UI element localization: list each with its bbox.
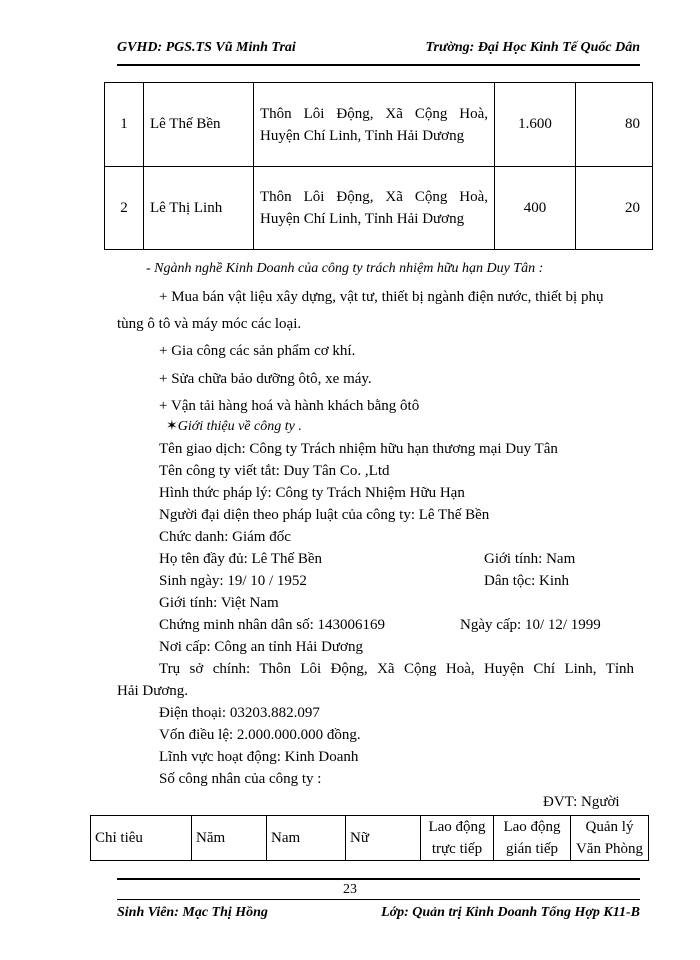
member-name: Lê Thế Bền	[144, 83, 254, 167]
member-address: Thôn Lôi Động, Xã Cộng Hoà, Huyện Chí Linh, Tỉnh Hải Dương	[254, 167, 495, 250]
capital-contribution: 400	[495, 167, 576, 250]
intro-heading-text: Giới thiệu về công ty .	[177, 419, 302, 434]
table-row	[105, 167, 653, 250]
date-of-birth: Sinh ngày: 19/ 10 / 1952	[159, 573, 307, 589]
member-address: Thôn Lôi Động, Xã Cộng Hoà, Huyện Chí Linh, Tỉnh Hải Dương	[254, 83, 495, 167]
header-school: Trường: Đại Học Kinh Tế Quốc Dân	[425, 40, 640, 55]
page-number: 23	[343, 882, 357, 897]
header-line: trực tiếp	[431, 841, 483, 857]
header-supervisor: GVHD: PGS.TS Vũ Minh Trai	[117, 40, 296, 55]
nationality: Giới tính: Việt Nam	[159, 595, 279, 611]
ownership-table	[104, 82, 653, 250]
member-name: Lê Thị Linh	[144, 167, 254, 250]
col-header-male: Nam	[267, 816, 346, 861]
short-name: Tên công ty viết tắt: Duy Tân Co. ,Ltd	[159, 463, 390, 479]
business-item-4: + Vận tải hàng hoá và hành khách bằng ôtô	[159, 398, 420, 414]
ownership-percent: 20	[576, 167, 653, 250]
col-header-office-staff	[571, 816, 649, 861]
header-line: Quản lý	[585, 819, 634, 835]
col-header-direct-labor	[421, 816, 494, 861]
staff-table	[90, 815, 649, 861]
id-number: Chứng minh nhân dân số: 143006169	[159, 617, 386, 633]
header-line: Lao động	[428, 819, 486, 835]
col-header-indicator: Chỉ tiêu	[91, 816, 192, 861]
full-name: Họ tên đầy đủ: Lê Thế Bền	[159, 551, 323, 567]
header-line: Văn Phòng	[575, 841, 644, 857]
ethnicity: Dân tộc: Kinh	[484, 573, 569, 589]
star-icon: ✶	[166, 419, 178, 434]
header-rule	[117, 64, 640, 66]
table-row	[105, 83, 653, 167]
legal-form: Hình thức pháp lý: Công ty Trách Nhiệm Hữu Hạn	[159, 485, 465, 501]
business-item-1-cont: tùng ô tô và máy móc các loại.	[117, 316, 302, 332]
gender: Giới tính: Nam	[484, 551, 576, 567]
trade-name: Tên giao dịch: Công ty Trách nhiệm hữu hạn thương mại Duy Tân	[159, 441, 558, 457]
charter-capital: Vốn điều lệ: 2.000.000.000 đồng.	[159, 727, 361, 743]
ownership-percent: 80	[576, 83, 653, 167]
business-field: Lĩnh vực hoạt động: Kinh Doanh	[159, 749, 359, 765]
business-item-2: + Gia công các sản phẩm cơ khí.	[159, 343, 356, 359]
col-header-year: Năm	[192, 816, 267, 861]
business-item-3: + Sửa chữa bảo dưỡng ôtô, xe máy.	[159, 371, 372, 387]
footer-student: Sinh Viên: Mạc Thị Hồng	[117, 905, 268, 920]
headquarters: Trụ sở chính: Thôn Lôi Động, Xã Cộng Hoà, Huyện Chí Linh, Tỉnh	[159, 661, 634, 677]
footer-rule-thin	[117, 899, 640, 900]
business-item-1: + Mua bán vật liệu xây dựng, vật tư, thiết bị ngành điện nước, thiết bị phụ	[159, 289, 604, 305]
position-title: Chức danh: Giám đốc	[159, 529, 291, 545]
row-number: 1	[105, 83, 144, 167]
business-heading: - Ngành nghề Kinh Doanh của công ty trách nhiệm hữu hạn Duy Tân :	[146, 261, 544, 276]
headquarters-cont: Hải Dương.	[117, 683, 189, 699]
capital-contribution: 1.600	[495, 83, 576, 167]
phone: Điện thoại: 03203.882.097	[159, 705, 320, 721]
legal-representative: Người đại diện theo pháp luật của công ty: Lê Thế Bền	[159, 507, 490, 523]
id-issue-place: Nơi cấp: Công an tỉnh Hải Dương	[159, 639, 363, 655]
id-issue-date: Ngày cấp: 10/ 12/ 1999	[460, 617, 601, 633]
table-header-row	[91, 816, 649, 861]
row-number: 2	[105, 167, 144, 250]
col-header-indirect-labor	[494, 816, 571, 861]
worker-count-label: Số công nhân của công ty :	[159, 771, 322, 787]
header-line: gián tiếp	[505, 841, 559, 857]
footer-class: Lớp: Quản trị Kinh Doanh Tổng Hợp K11-B	[381, 905, 640, 920]
footer-rule	[117, 878, 640, 880]
intro-heading	[166, 418, 302, 435]
unit-label: ĐVT: Người	[543, 794, 620, 810]
header-line: Lao động	[503, 819, 561, 835]
col-header-female: Nữ	[346, 816, 421, 861]
